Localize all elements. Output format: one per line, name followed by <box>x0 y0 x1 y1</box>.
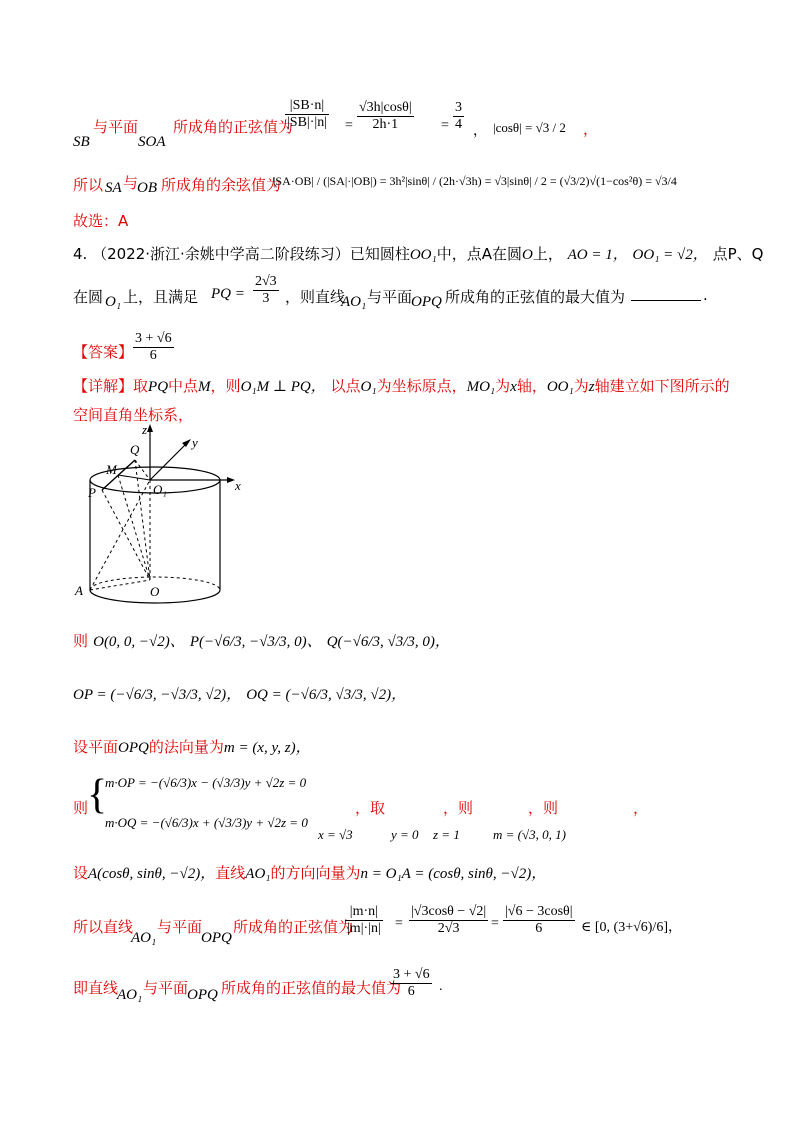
eq1: m·OP = −(√6/3)x − (√3/3)y + √2z = 0 <box>105 775 307 790</box>
label-x: x <box>235 478 241 493</box>
cos-formula: |SA·OB| / (|SA|·|OB|) = 3h²|sinθ| / (2h·√3h) = √3|sinθ| / 2 = (√3/2)√(1−cos²θ) = √3/4 <box>273 174 677 188</box>
pq-fraction: $\frac{2√3}{3}$ <box>255 274 277 306</box>
label-z: z <box>142 422 148 437</box>
eq2: m·OQ = −(√6/3)x + (√3/3)y + √2z = 0 <box>105 815 308 830</box>
detail-label: 【详解】 <box>73 377 134 395</box>
ob-label: OB <box>137 180 157 196</box>
answer-blank <box>631 286 701 301</box>
formula-sb-n: $\frac{|SB\cdot n|}{|SB|\cdot|n|}$ <box>287 98 327 130</box>
sa-label: SA <box>105 180 122 196</box>
cylinder-figure <box>70 420 250 605</box>
problem-number: 4. <box>73 245 88 263</box>
detail-line2: 空间直角坐标系， <box>73 406 194 424</box>
vectors-row: OP = (−√6/3, −√3/3, √2)， OQ = (−√6/3, √3/3, √2)， <box>73 687 407 703</box>
label-q: Q <box>130 442 140 457</box>
set-a-row: 设A(cosθ, sinθ, −√2)，直线AO₁的方向向量为n = O₁A = (cosθ, sinθ, −√2)， <box>73 864 547 882</box>
system-block: 则 { m·OP = −(√6/3)x − (√3/3)y + √2z = 0 m·OQ = −(√6/3)x + (√3/3)y + √2z = 0 ，取 ，则 ，则 ， x = √3 y = 0 z = 1 m = (√3, 0, 1) <box>73 772 649 842</box>
label-o: O <box>150 584 160 599</box>
label-p: P <box>88 485 96 500</box>
label-o1: O₁ <box>153 482 167 497</box>
sine-text: 所成角的正弦值为 <box>173 118 294 136</box>
so-yi: 所以 <box>73 176 104 194</box>
answer-label: 【答案】 <box>73 343 134 361</box>
final-row: 即直线 AO₁ 与平面 OPQ 所成角的正弦值的最大值为 $\frac{3 + √6}{6}$ . <box>73 967 443 1003</box>
with-plane-text: 与平面 <box>93 118 139 136</box>
label-y: y <box>192 435 198 450</box>
coords-row: 则 O(0, 0, −√2)、 P(−√6/3, −√3/3, 0)、 Q(−√6/3, √3/3, 0)， <box>73 632 450 650</box>
normal-row: 设平面OPQ的法向量为m = (x, y, z)， <box>73 738 311 756</box>
sb-label: SB <box>73 134 90 150</box>
line2 <box>73 162 773 202</box>
yu-text: 与 <box>123 174 139 192</box>
detail-line1: 【详解】取PQ中点M，则O₁M ⊥ PQ， 以点O₁为坐标原点，MO₁为x轴，OO₁为z轴建立如下图所示的 <box>73 377 730 395</box>
label-m: M <box>106 462 117 477</box>
soa-label: SOA <box>138 134 166 150</box>
problem4-line1: 4. （2022·浙江·余姚中学高二阶段练习）已知圆柱OO₁中，点A在圆O上， AO = 1， OO₁ = √2， 点P、Q <box>73 245 764 263</box>
problem-source: （2022·浙江·余姚中学高二阶段练习） <box>92 245 350 263</box>
formula-mid: $\frac{√3h|\cos\theta|}{2h\cdot 1}$ <box>359 100 412 132</box>
cos-text: 所成角的余弦值为 <box>161 176 282 194</box>
answer-prev: 故选：A <box>73 212 129 230</box>
sine-row: 所以直线 AO₁ 与平面 OPQ 所成角的正弦值为 $\frac{|m\cdot n|}{|m|\cdot|n|}$ = $\frac{|√3\cos\theta - √2|}{2√3}$ = $\frac{|√6 - 3\cos\theta|}{6}$ ∈ [0, (3+√6)/6]， <box>73 904 682 946</box>
answer-value: $\frac{3 + √6}{6}$ <box>135 331 172 363</box>
formula-result: $\frac{3}{4}$ <box>455 100 462 132</box>
cos-expr: |cosθ| = √3 / 2 <box>493 120 566 135</box>
label-a: A <box>75 583 83 598</box>
